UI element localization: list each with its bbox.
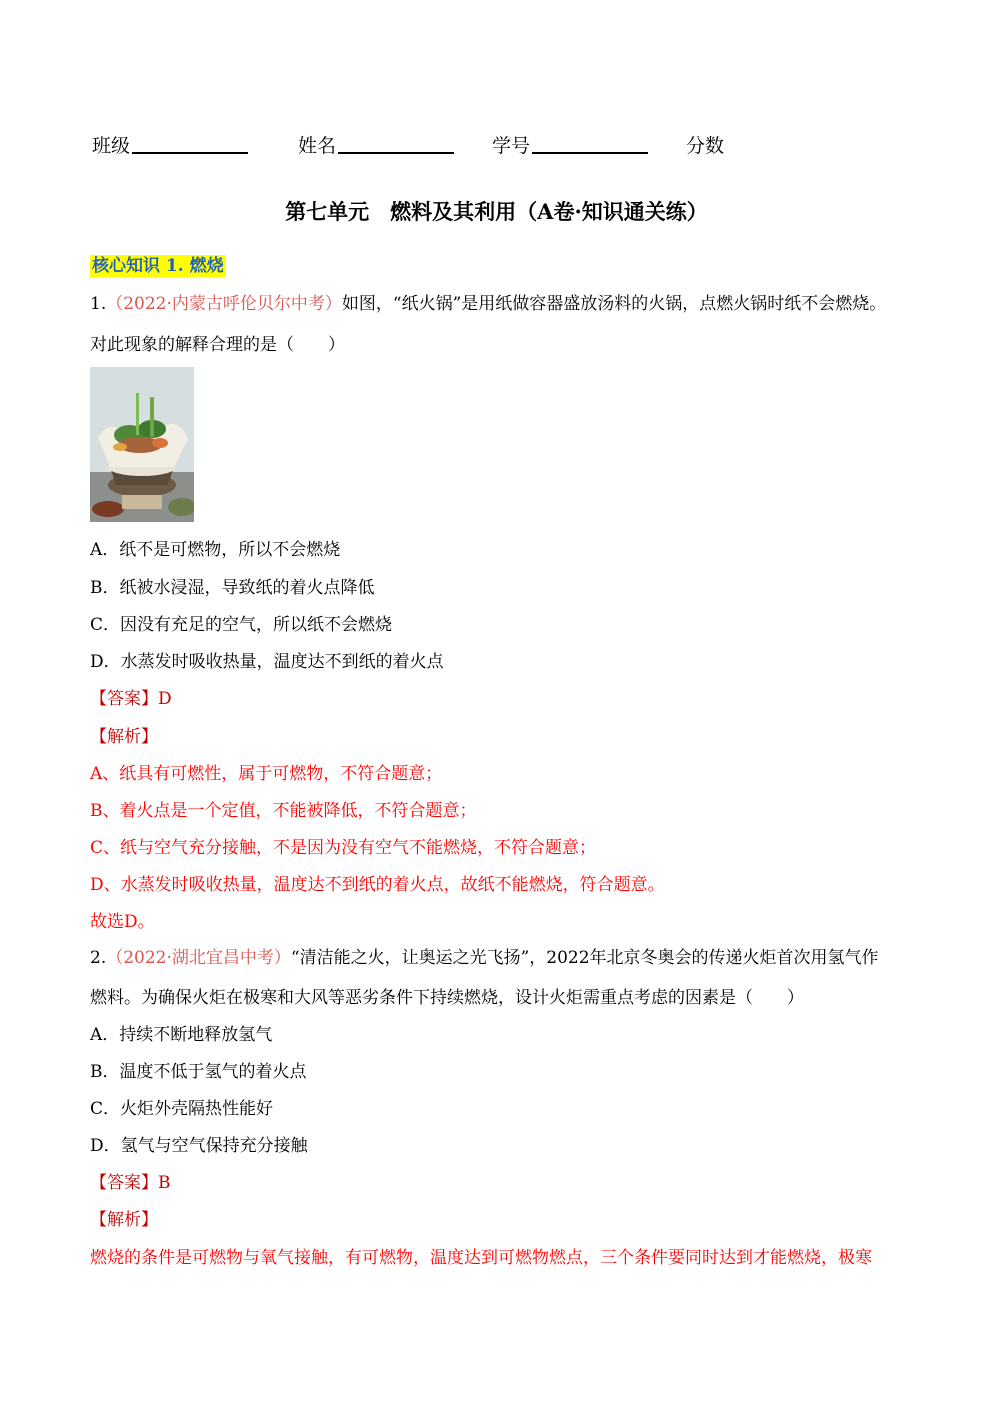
q1-stem-line2: 对此现象的解释合理的是（ ） bbox=[90, 335, 345, 355]
q2-option-c: C．火炬外壳隔热性能好 bbox=[90, 1099, 274, 1119]
q2-option-a: A．持续不断地释放氢气 bbox=[90, 1025, 273, 1045]
section-heading: 核心知识 1. 燃烧 bbox=[92, 256, 224, 276]
q2-analysis-line1: 燃烧的条件是可燃物与氧气接触，有可燃物，温度达到可燃物燃点，三个条件要同时达到才能燃烧，极寒 bbox=[90, 1248, 872, 1268]
q1-option-a: A．纸不是可燃物，所以不会燃烧 bbox=[90, 540, 341, 560]
name-field[interactable]: 姓名 bbox=[298, 133, 454, 159]
score-field: 分数 bbox=[686, 135, 725, 157]
q1-option-b: B．纸被水浸湿，导致纸的着火点降低 bbox=[90, 578, 375, 598]
q1-analysis-c: C、纸与空气充分接触，不是因为没有空气不能燃烧，不符合题意； bbox=[90, 838, 597, 858]
q1-conclusion: 故选D。 bbox=[90, 912, 155, 932]
q1-option-c: C．因没有充足的空气，所以纸不会燃烧 bbox=[90, 615, 393, 635]
q1-option-d: D．水蒸发时吸收热量，温度达不到纸的着火点 bbox=[90, 652, 444, 672]
paper-hotpot-illustration bbox=[90, 367, 194, 522]
q2-stem-text: “清洁能之火，让奥运之光飞扬”，2022年北京冬奥会的传递火炬首次用氢气作 bbox=[290, 948, 879, 968]
q1-analysis-d: D、水蒸发时吸收热量，温度达不到纸的着火点，故纸不能燃烧，符合题意。 bbox=[90, 875, 665, 895]
q2-option-d: D．氢气与空气保持充分接触 bbox=[90, 1136, 308, 1156]
student-id-field[interactable]: 学号 bbox=[492, 133, 648, 159]
class-blank[interactable] bbox=[132, 134, 248, 154]
page-title: 第七单元 燃料及其利用（A卷·知识通关练） bbox=[285, 199, 708, 224]
q1-number: 1. bbox=[90, 294, 107, 314]
q1-source: （2022·内蒙古呼伦贝尔中考） bbox=[106, 294, 342, 314]
paper-hotpot-photo bbox=[90, 367, 194, 522]
q1-stem-line1 bbox=[90, 293, 886, 315]
q1-analysis-label: 【解析】 bbox=[90, 727, 158, 747]
student-info-row bbox=[92, 133, 724, 159]
q1-analysis-b: B、着火点是一个定值，不能被降低，不符合题意； bbox=[90, 801, 477, 821]
q1-answer: 【答案】D bbox=[90, 689, 172, 709]
q2-option-b: B．温度不低于氢气的着火点 bbox=[90, 1062, 307, 1082]
q1-analysis-a: A、纸具有可燃性，属于可燃物，不符合题意； bbox=[90, 764, 443, 784]
name-blank[interactable] bbox=[338, 134, 454, 154]
q2-stem-line2: 燃料。为确保火炬在极寒和大风等恶劣条件下持续燃烧，设计火炬需重点考虑的因素是（ ） bbox=[90, 988, 804, 1008]
q2-number: 2. bbox=[90, 948, 107, 968]
q2-analysis-label: 【解析】 bbox=[90, 1210, 158, 1230]
q2-answer: 【答案】B bbox=[90, 1173, 171, 1193]
q1-stem-text: 如图，“纸火锅”是用纸做容器盛放汤料的火锅，点燃火锅时纸不会燃烧。 bbox=[341, 294, 887, 314]
student-id-blank[interactable] bbox=[532, 134, 648, 154]
q2-stem-line1 bbox=[90, 947, 879, 969]
q2-source: （2022·湖北宜昌中考） bbox=[106, 948, 291, 968]
class-field[interactable]: 班级 bbox=[92, 133, 248, 159]
